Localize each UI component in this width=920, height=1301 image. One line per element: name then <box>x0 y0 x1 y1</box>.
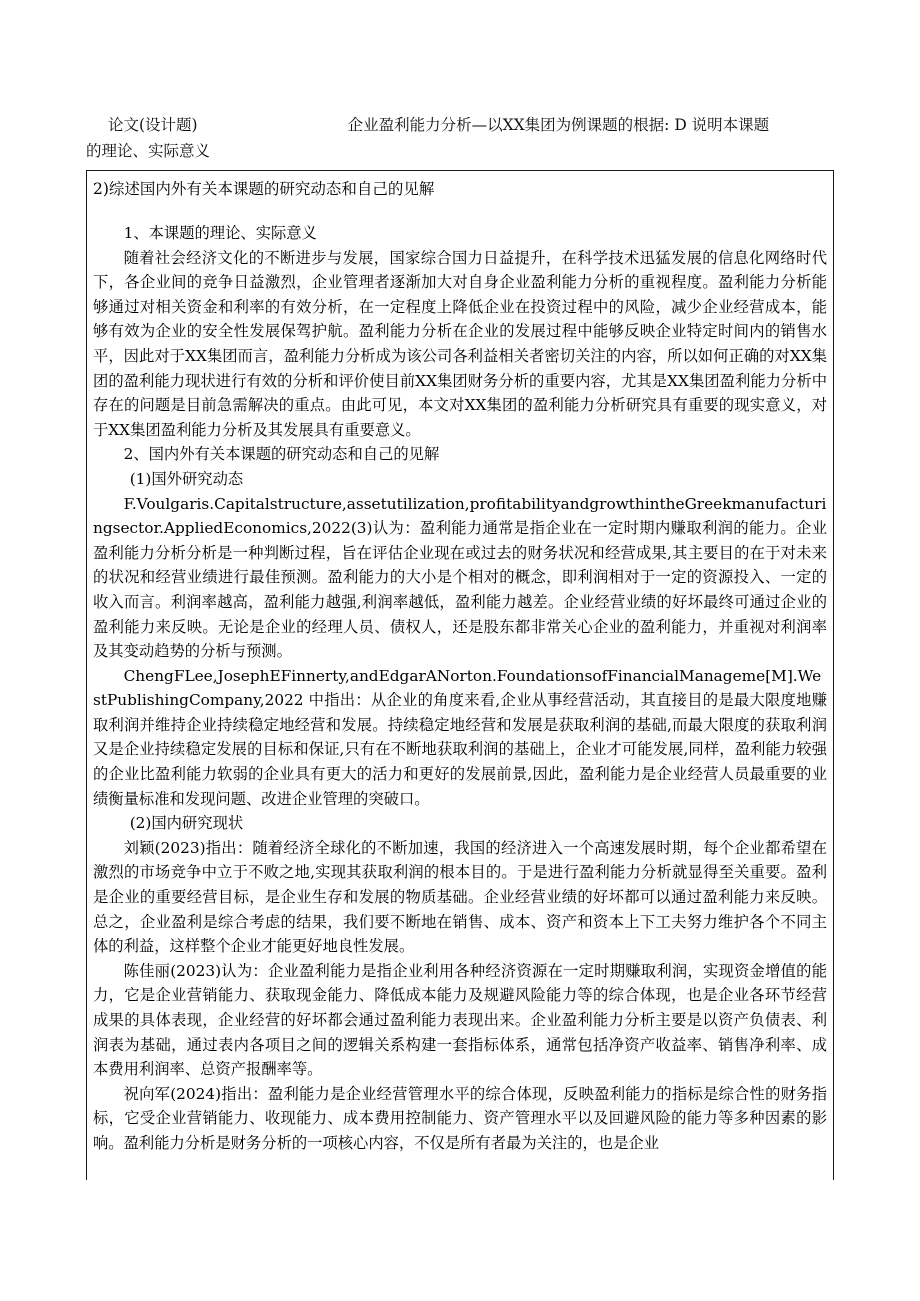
body-paragraph: 刘颖(2023)指出：随着经济全球化的不断加速，我国的经济进入一个高速发展时期，每个企业都希望在激烈的市场竞争中立于不败之地,实现其获取利润的根本目的。于是进行盈利能力分析就显得至关重要。盈利是企业的重要经营目标，是企业生存和发展的物质基础。企业经营业绩的好坏都可以通过盈利能力来反映。总之，企业盈利是综合考虑的结果，我们要不断地在销售、成本、资产和资本上下工夫努力维护各个不同主体的利益，这样整个企业才能更好地良性发展。 <box>93 838 827 956</box>
section-subheading: (1)国外研究动态 <box>129 469 244 488</box>
header-title-continuation: 的理论、实际意义 <box>86 142 211 160</box>
document-header <box>86 112 834 164</box>
answer-table-cell <box>86 170 834 1180</box>
body-paragraph: 随着社会经济文化的不断进步与发展，国家综合国力日益提升，在科学技术迅猛发展的信息化网络时代下，各企业间的竞争日益激烈，企业管理者逐渐加大对自身企业盈利能力分析的重视程度。盈利能力分析能够通过对相关资金和利率的有效分析，在一定程度上降低企业在投资过程中的风险，减少企业经营成本，能够有效为企业的安全性发展保驾护航。盈利能力分析在企业的发展过程中能够反映企业特定时间内的销售水平，因此对于XX集团而言，盈利能力分析成为该公司各利益相关者密切关注的内容，所以如何正确的对XX集团的盈利能力现状进行有效的分析和评价使目前XX集团财务分析的重要内容，尤其是XX集团盈利能力分析中存在的问题是目前急需解决的重点。由此可见，本文对XX集团的盈利能力分析研究具有重要的现实意义，对于XX集团盈利能力分析及其发展具有重要意义。 <box>93 248 827 439</box>
section-heading: 1、本课题的理论、实际意义 <box>123 224 317 242</box>
answer-body <box>93 221 827 1156</box>
header-title-main: 企业盈利能力分析—以XX集团为例课题的根据: D 说明本课题 <box>347 116 770 134</box>
header-label-left: 论文(设计题) <box>108 116 198 134</box>
question-title: 2)综述国内外有关本课题的研究动态和自己的见解 <box>93 180 435 198</box>
header-first-line <box>86 112 834 138</box>
body-paragraph: 祝向军(2024)指出：盈利能力是企业经营管理水平的综合体现，反映盈利能力的指标是综合性的财务指标，它受企业营销能力、收现能力、成本费用控制能力、资产管理水平以及回避风险的能力等多种因素的影响。盈利能力分析是财务分析的一项核心内容，不仅是所有者最为关注的，也是企业 <box>93 1084 827 1152</box>
section-heading: 2、国内外有关本课题的研究动态和自己的见解 <box>123 445 440 464</box>
body-paragraph: 陈佳丽(2023)认为：企业盈利能力是指企业利用各种经济资源在一定时期赚取利润，实现资金增值的能力，它是企业营销能力、获取现金能力、降低成本能力及规避风险能力等的综合体现，也是企业各环节经营成果的具体表现，企业经营的好坏都会通过盈利能力表现出来。企业盈利能力分析主要是以资产负债表、利润表为基础，通过表内各项目之间的逻辑关系构建一套指标体系，通常包括净资产收益率、销售净利率、成本费用利润率、总资产报酬率等。 <box>93 961 827 1079</box>
body-paragraph: ChengFLee,JosephEFinnerty,andEdgarANorton.FoundationsofFinancialManageme[M].WestPublishingCompany,2022 中指出：从企业的角度来看,企业从事经营活动，其直接目的是最大限度地赚取利润并维持企业持续稳定地经营和发展。持续稳定地经营和发展是获取利润的基础,而最大限度的获取利润又是企业持续稳定发展的目标和保证,只有在不断地获取利润的基础上，企业才可能发展,同样，盈利能力较强的企业比盈利能力软弱的企业具有更大的活力和更好的发展前景,因此，盈利能力是企业经营人员最重要的业绩衡量标准和发现问题、改进企业管理的突破口。 <box>93 666 827 808</box>
body-paragraph: F.Voulgaris.Capitalstructure,assetutilization,profitabilityandgrowthintheGreekmanufacturingsector.AppliedEconomics,2022(3)认为：盈利能力通常是指企业在一定时期内赚取利润的能力。企业盈利能力分析分析是一种判断过程，旨在评估企业现在或过去的财务状况和经营成果,其主要目的在于对未来的状况和经营业绩进行最佳预测。盈利能力的大小是个相对的概念，即利润相对于一定的资源投入、一定的收入而言。利润率越高，盈利能力越强,利润率越低，盈利能力越差。企业经营业绩的好坏最终可通过企业的盈利能力来反映。无论是企业的经理人员、债权人，还是股东都非常关心企业的盈利能力，并重视对利润率及其变动趋势的分析与预测。 <box>93 494 827 661</box>
answer-cell-inner <box>87 171 833 1156</box>
section-subheading: (2)国内研究现状 <box>129 814 244 833</box>
